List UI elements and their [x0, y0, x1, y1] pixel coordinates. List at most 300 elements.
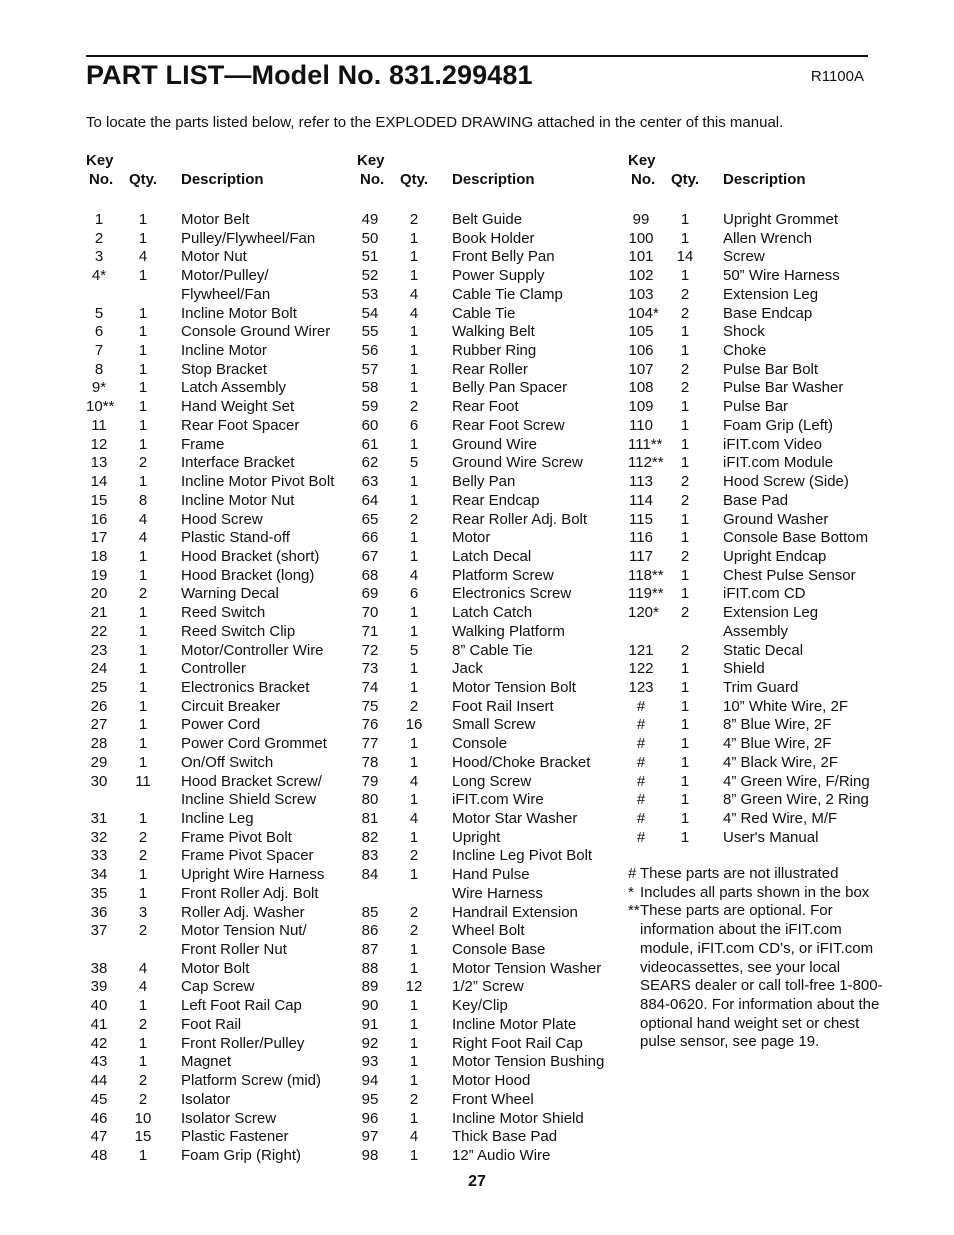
part-row: [628, 735, 888, 754]
part-qty: 1: [409, 941, 419, 959]
part-description: Rear Foot: [452, 398, 519, 416]
part-description: 10” White Wire, 2F: [723, 697, 849, 715]
part-row: [357, 286, 617, 305]
part-key-no: 77: [361, 735, 379, 753]
part-description: Controller: [181, 660, 247, 678]
part-row: [357, 511, 617, 530]
part-key-no: #: [636, 753, 646, 771]
part-row: [86, 342, 346, 361]
part-qty: 11: [135, 772, 151, 790]
part-qty: 2: [409, 398, 419, 416]
footnote-text: Includes all parts shown in the box: [640, 883, 870, 901]
part-qty: 1: [409, 435, 419, 453]
part-qty: 4: [409, 1128, 419, 1146]
part-row: [357, 1091, 617, 1110]
part-qty: 1: [409, 997, 419, 1015]
part-description: Platform Screw (mid): [181, 1072, 322, 1090]
part-qty: 1: [680, 267, 690, 285]
part-row: [357, 810, 617, 829]
part-row: [86, 660, 346, 679]
part-description: Trim Guard: [723, 678, 799, 696]
part-key-no: 76: [361, 716, 379, 734]
part-qty: 1: [680, 810, 690, 827]
part-qty: 1: [138, 416, 148, 434]
part-description: Magnet: [181, 1053, 232, 1071]
part-row: [628, 436, 888, 455]
part-qty: 4: [409, 810, 419, 827]
part-row: [357, 248, 617, 267]
part-description: Rear Foot Screw: [452, 416, 565, 434]
part-description: Wire Harness: [452, 884, 543, 902]
part-key-no: 69: [361, 585, 379, 603]
part-qty: 1: [680, 566, 690, 584]
part-qty: 2: [409, 211, 419, 228]
part-key-no: 7: [94, 342, 104, 360]
part-qty: 1: [680, 211, 690, 228]
part-qty: 1: [409, 959, 419, 977]
part-row: [86, 361, 346, 380]
part-key-no: 29: [90, 753, 108, 771]
part-description: Chest Pulse Sensor: [723, 566, 856, 584]
part-key-no: 84: [361, 866, 379, 884]
part-qty: 4: [409, 285, 419, 303]
part-qty: 1: [138, 622, 148, 640]
part-row: [357, 847, 617, 866]
part-row: [86, 398, 346, 417]
part-row: [628, 511, 888, 530]
part-key-no: 99: [632, 211, 650, 228]
part-row: [628, 342, 888, 361]
part-key-no: 55: [361, 323, 379, 341]
part-qty: 1: [409, 1053, 419, 1071]
part-key-no: 34: [90, 866, 108, 884]
part-qty: 1: [409, 828, 419, 846]
part-row: [86, 511, 346, 530]
part-key-no: 58: [361, 379, 379, 397]
part-qty: 1: [409, 491, 419, 509]
part-qty: 1: [138, 1146, 148, 1164]
part-row: [86, 248, 346, 267]
part-row: [357, 623, 617, 642]
part-description: Jack: [452, 660, 483, 678]
part-row: [357, 567, 617, 586]
footnote-not-illustrated: [628, 865, 888, 884]
part-row: [628, 548, 888, 567]
part-row: [357, 735, 617, 754]
part-row: [86, 922, 346, 941]
part-description: Hood Bracket (long): [181, 566, 315, 584]
part-row: [86, 473, 346, 492]
part-key-no: 30: [90, 772, 108, 790]
part-row: [86, 716, 346, 735]
part-key-no: 61: [361, 435, 379, 453]
part-key-no: 59: [361, 398, 379, 416]
part-qty: 1: [409, 379, 419, 397]
part-row: [86, 1053, 346, 1072]
part-qty: 1: [680, 510, 690, 528]
part-qty: 1: [409, 735, 419, 753]
part-description: Latch Decal: [452, 547, 532, 565]
part-key-no: 19: [90, 566, 108, 584]
part-row: [86, 529, 346, 548]
part-description: Frame Pivot Spacer: [181, 847, 314, 865]
footnote-mark: **: [628, 902, 640, 920]
part-key-no: 90: [361, 997, 379, 1015]
part-qty: 4: [138, 959, 148, 977]
part-key-no: 49: [361, 211, 379, 228]
part-key-no: 109: [628, 398, 654, 416]
part-description: Power Cord: [181, 716, 261, 734]
part-qty: 2: [409, 1090, 419, 1108]
part-qty: 1: [409, 866, 419, 884]
part-key-no: 24: [90, 660, 108, 678]
part-qty: 2: [138, 1072, 148, 1090]
part-key-no: 12: [90, 435, 108, 453]
part-description: Small Screw: [452, 716, 536, 734]
header-rule: [86, 55, 868, 57]
part-key-no: 20: [90, 585, 108, 603]
part-row: [628, 698, 888, 717]
part-key-no: 32: [90, 828, 108, 846]
part-description: Long Screw: [452, 772, 532, 790]
part-qty: 10: [134, 1109, 152, 1127]
part-row: [86, 1128, 346, 1147]
part-rows: [86, 208, 346, 1166]
part-qty: 1: [138, 866, 148, 884]
part-qty: 1: [680, 435, 690, 453]
header-key-label: Key: [86, 152, 114, 169]
part-row: [86, 810, 346, 829]
footnote-mark: *: [628, 883, 634, 901]
part-row: [628, 286, 888, 305]
part-key-no: 36: [90, 903, 108, 921]
part-qty: 1: [138, 604, 148, 622]
part-qty: 1: [138, 1053, 148, 1071]
part-key-no: 114: [629, 491, 653, 509]
part-description: Ground Washer: [723, 510, 829, 528]
part-key-no: 47: [90, 1128, 108, 1146]
part-description: Interface Bracket: [181, 454, 295, 472]
part-description: Incline Leg: [181, 810, 254, 827]
part-key-no: 53: [361, 285, 379, 303]
part-qty: 2: [409, 922, 419, 940]
part-key-no: 31: [90, 810, 108, 827]
part-key-no: 83: [361, 847, 379, 865]
part-key-no: 57: [361, 360, 379, 378]
part-row: [628, 679, 888, 698]
part-description: Motor Star Washer: [452, 810, 578, 827]
part-qty: 1: [409, 323, 419, 341]
part-row: [357, 1016, 617, 1035]
part-row: [357, 1072, 617, 1091]
part-row: [86, 997, 346, 1016]
part-description: Left Foot Rail Cap: [181, 997, 302, 1015]
part-key-no: 82: [361, 828, 379, 846]
part-row: [357, 791, 617, 810]
part-description: Walking Platform: [452, 622, 565, 640]
part-row: [357, 885, 617, 904]
part-qty: 1: [138, 884, 148, 902]
part-row: [357, 1053, 617, 1072]
part-description: Electronics Bracket: [181, 678, 310, 696]
part-key-no: #: [636, 735, 646, 753]
part-row: [628, 567, 888, 586]
part-description: Rear Roller: [452, 360, 528, 378]
part-qty: 2: [138, 847, 148, 865]
part-row: [86, 286, 346, 305]
part-row: [357, 361, 617, 380]
part-description: Extension Leg: [723, 604, 819, 622]
part-column-2: [357, 152, 617, 1166]
part-description: Motor/Pulley/: [181, 267, 269, 285]
part-qty: 2: [680, 491, 690, 509]
part-qty: 1: [680, 323, 690, 341]
part-description: Thick Base Pad: [452, 1128, 558, 1146]
part-description: 8” Blue Wire, 2F: [723, 716, 832, 734]
part-row: [86, 866, 346, 885]
part-qty: 1: [138, 323, 148, 341]
part-description: iFIT.com CD: [723, 585, 806, 603]
part-key-no: 88: [361, 959, 379, 977]
part-qty: 1: [409, 1146, 419, 1164]
part-row: [357, 548, 617, 567]
part-key-no: 102: [628, 267, 654, 285]
part-row: [628, 623, 888, 642]
part-row: [86, 323, 346, 342]
part-qty: 1: [138, 360, 148, 378]
part-row: [86, 735, 346, 754]
part-key-no: 41: [90, 1015, 108, 1033]
part-description: Walking Belt: [452, 323, 535, 341]
part-qty: 4: [409, 772, 419, 790]
part-row: [357, 436, 617, 455]
part-qty: 1: [680, 735, 690, 753]
part-row: [357, 267, 617, 286]
part-description: Upright Wire Harness: [181, 866, 325, 884]
part-description: Power Cord Grommet: [181, 735, 327, 753]
part-row: [86, 1147, 346, 1166]
part-description: Motor Hood: [452, 1072, 531, 1090]
part-row: [357, 922, 617, 941]
part-key-no: 103: [628, 285, 654, 303]
part-row: [357, 492, 617, 511]
part-qty: 1: [409, 604, 419, 622]
part-row: [86, 305, 346, 324]
part-row: [86, 885, 346, 904]
part-key-no: 89: [361, 978, 379, 996]
part-row: [357, 417, 617, 436]
part-description: Flywheel/Fan: [181, 285, 271, 303]
part-description: Motor Tension Washer: [452, 959, 602, 977]
part-row: [86, 791, 346, 810]
part-row: [628, 642, 888, 661]
part-description: Foam Grip (Right): [181, 1146, 302, 1164]
part-qty: 1: [409, 622, 419, 640]
part-description: Extension Leg: [723, 285, 819, 303]
footnote-text: These parts are not illustrated: [640, 865, 839, 882]
part-description: 4” Black Wire, 2F: [723, 753, 839, 771]
part-key-no: 1: [94, 211, 104, 228]
part-description: Hood Screw (Side): [723, 473, 849, 491]
part-qty: 1: [409, 678, 419, 696]
part-description: Front Roller Nut: [181, 941, 287, 959]
part-description: 50” Wire Harness: [723, 267, 840, 285]
part-row: [628, 754, 888, 773]
part-key-no: 64: [361, 491, 379, 509]
part-description: Choke: [723, 342, 767, 360]
part-description: Incline Motor Shield: [452, 1109, 584, 1127]
part-key-no: 54: [361, 304, 379, 322]
part-key-no: 56: [361, 342, 379, 360]
part-qty: 1: [138, 211, 148, 228]
part-key-no: 43: [90, 1053, 108, 1071]
footnote-mark: #: [628, 865, 637, 882]
part-row: [357, 978, 617, 997]
part-qty: 4: [138, 248, 148, 266]
part-description: Incline Motor Pivot Bolt: [181, 473, 335, 491]
part-key-no: 85: [361, 903, 379, 921]
part-description: 4” Green Wire, F/Ring: [723, 772, 870, 790]
part-qty: 1: [138, 398, 148, 416]
part-qty: 1: [409, 547, 419, 565]
part-qty: 1: [680, 828, 690, 846]
part-qty: 2: [680, 285, 690, 303]
part-description: Foam Grip (Left): [723, 416, 834, 434]
part-description: Incline Motor Bolt: [181, 304, 297, 322]
part-qty: 1: [138, 641, 148, 659]
part-qty: 1: [680, 753, 690, 771]
part-row: [628, 230, 888, 249]
part-description: Ground Wire: [452, 435, 538, 453]
part-key-no: 98: [361, 1146, 379, 1164]
part-row: [86, 230, 346, 249]
part-row: [357, 829, 617, 848]
part-key-no: 21: [90, 604, 108, 622]
part-row: [357, 1128, 617, 1147]
part-description: Roller Adj. Washer: [181, 903, 305, 921]
part-description: Handrail Extension: [452, 903, 578, 921]
part-row: [86, 1035, 346, 1054]
part-key-no: 37: [90, 922, 108, 940]
part-key-no: 35: [90, 884, 108, 902]
part-row: [628, 417, 888, 436]
part-description: Hood Bracket Screw/: [181, 772, 322, 790]
part-row: [86, 847, 346, 866]
part-qty: 2: [409, 510, 419, 528]
part-key-no: 100: [628, 229, 654, 247]
part-description: Shield: [723, 660, 765, 678]
part-description: Motor Tension Bolt: [452, 678, 576, 696]
part-row: [357, 866, 617, 885]
part-description: User's Manual: [723, 828, 819, 846]
part-key-no: 45: [90, 1090, 108, 1108]
part-qty: 1: [680, 660, 690, 678]
part-qty: 2: [138, 922, 148, 940]
part-row: [357, 679, 617, 698]
part-row: [628, 454, 888, 473]
footnote-optional-parts: [628, 902, 888, 1052]
part-key-no: 66: [361, 529, 379, 547]
part-description: Incline Shield Screw: [181, 791, 317, 809]
part-rows: [357, 208, 617, 1166]
part-row: [86, 623, 346, 642]
part-qty: 1: [409, 473, 419, 491]
part-qty: 2: [409, 697, 419, 715]
part-description: Incline Motor Plate: [452, 1015, 577, 1033]
header-description-label: Description: [452, 171, 535, 188]
part-row: [86, 904, 346, 923]
header-description-label: Description: [181, 171, 264, 188]
part-row: [628, 791, 888, 810]
part-qty: 1: [138, 810, 148, 827]
part-qty: 1: [680, 398, 690, 416]
part-description: Motor Bolt: [181, 959, 250, 977]
part-description: Belt Guide: [452, 211, 523, 228]
part-key-no: 16: [90, 510, 108, 528]
part-qty: 1: [409, 360, 419, 378]
part-description: Ground Wire Screw: [452, 454, 583, 472]
part-description: Front Roller Adj. Bolt: [181, 884, 319, 902]
part-description: Console Ground Wirer: [181, 323, 331, 341]
part-key-no: 2: [94, 229, 104, 247]
part-qty: 15: [134, 1128, 152, 1146]
part-key-no: 67: [361, 547, 379, 565]
part-key-no: 74: [361, 678, 379, 696]
part-description: Hand Weight Set: [181, 398, 295, 416]
part-row: [628, 492, 888, 511]
part-description: Motor: [452, 529, 491, 547]
part-row: [357, 941, 617, 960]
part-description: Cap Screw: [181, 978, 255, 996]
part-row: [628, 379, 888, 398]
part-description: Hood Bracket (short): [181, 547, 320, 565]
part-key-no: 46: [90, 1109, 108, 1127]
part-key-no: 73: [361, 660, 379, 678]
part-description: Incline Motor Nut: [181, 491, 295, 509]
part-description: Stop Bracket: [181, 360, 267, 378]
part-qty: 2: [409, 903, 419, 921]
part-key-no: 5: [94, 304, 104, 322]
part-row: [86, 1091, 346, 1110]
part-description: 1/2” Screw: [452, 978, 524, 996]
part-qty: 1: [680, 791, 690, 809]
part-key-no: 22: [90, 622, 108, 640]
part-description: Console Base Bottom: [723, 529, 869, 547]
part-rows: [628, 208, 888, 847]
part-qty: 5: [409, 454, 419, 472]
part-description: Front Roller/Pulley: [181, 1034, 305, 1052]
part-row: [628, 604, 888, 623]
part-description: Console Base: [452, 941, 546, 959]
part-key-no: 75: [361, 697, 379, 715]
part-description: 8” Cable Tie: [452, 641, 533, 659]
part-key-no: 112**: [628, 454, 664, 472]
part-row: [86, 492, 346, 511]
part-row: [86, 604, 346, 623]
intro-text: To locate the parts listed below, refer to the EXPLODED DRAWING attached in the center of this manual.: [86, 114, 784, 131]
part-description: Belly Pan: [452, 473, 516, 491]
part-row: [357, 305, 617, 324]
part-column-3: [628, 152, 888, 847]
part-key-no: 117: [629, 547, 653, 565]
part-row: [86, 829, 346, 848]
part-description: On/Off Switch: [181, 753, 274, 771]
header-qty-label: Qty.: [129, 171, 158, 188]
part-row: [357, 398, 617, 417]
part-qty: 1: [680, 716, 690, 734]
part-key-no: #: [636, 810, 646, 827]
part-key-no: 121: [628, 641, 654, 659]
